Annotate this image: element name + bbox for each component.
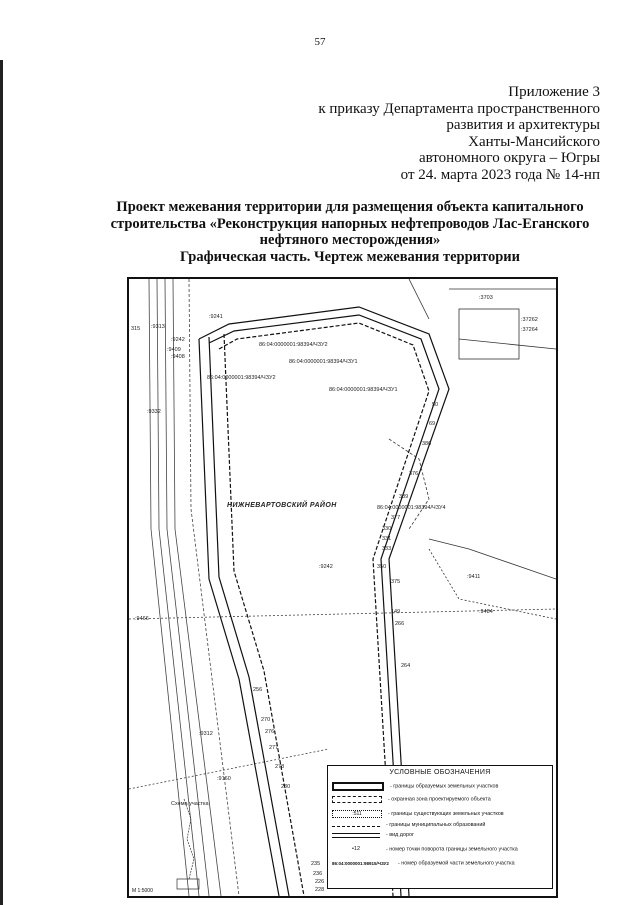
appendix-line: автономного округа – Югры xyxy=(418,150,600,166)
appendix-line: от 24. марта 2023 года № 14-нп xyxy=(400,166,600,183)
point-label: 331 xyxy=(382,536,392,542)
appendix-line: Ханты-Мансийского xyxy=(468,133,600,150)
parcel-boundary-symbol xyxy=(332,782,384,791)
legend-item: :511 - границы существующих земельных участков xyxy=(332,810,504,818)
map-frame xyxy=(127,277,558,898)
block-label: :9241 xyxy=(209,314,223,320)
block-label: :9160 xyxy=(217,776,231,782)
document-title xyxy=(60,199,640,265)
parcel-part-number-symbol: 86:04:0000001:98915/ЧЗУ2 xyxy=(332,861,389,866)
point-label: 149 xyxy=(391,609,401,615)
point-label: 264 xyxy=(401,663,411,669)
point-label: 386 xyxy=(422,441,432,447)
point-label: 276 xyxy=(265,729,275,735)
point-label: 266 xyxy=(395,621,405,627)
legend-title: УСЛОВНЫЕ ОБОЗНАЧЕНИЯ xyxy=(389,769,491,776)
point-label: 270 xyxy=(261,717,271,723)
block-label: :9242 xyxy=(171,337,185,343)
point-label: 50 xyxy=(432,402,439,408)
title-line: нефтяного месторождения» xyxy=(259,232,441,248)
point-label: 280 xyxy=(281,784,291,790)
point-label: 377 xyxy=(391,515,401,521)
title-line: Графическая часть. Чертеж межевания территории xyxy=(180,248,520,265)
block-label: :37264 xyxy=(521,327,538,333)
parcel-label: 86:04:0000001:98394/ЧЗУ1 xyxy=(329,387,398,393)
page-number: 57 xyxy=(314,36,326,48)
block-label: :9332 xyxy=(147,409,161,415)
district-label: НИЖНЕВАРТОВСКИЙ РАЙОН xyxy=(227,502,337,509)
block-label: :9411 xyxy=(467,574,481,580)
parcel-label: 86:04:0000001:98394/ЧЗУ2 xyxy=(207,375,276,381)
title-line: строительства «Реконструкция напорных нефтепроводов Лас-Еганского xyxy=(110,215,590,232)
appendix-line: Приложение 3 xyxy=(508,84,600,100)
point-label: 278 xyxy=(275,764,285,770)
parcel-label: 86:04:0000001:98394/ЧЗУ4 xyxy=(377,505,446,511)
point-label: 236 xyxy=(313,871,323,877)
appendix-line: развития и архитектуры xyxy=(446,117,600,133)
point-label: 226 xyxy=(315,879,325,885)
parcel-label: 86:04:0000001:98394/ЧЗУ2 xyxy=(259,342,328,348)
legend-item: •12 - номер точки поворота границы земельного участка xyxy=(332,846,518,853)
legend-item: 86:04:0000001:98915/ЧЗУ2 - номер образуемой части земельного участка xyxy=(332,860,515,867)
block-label: :9409 xyxy=(167,347,181,353)
legend-item: - вид дорог xyxy=(332,832,414,838)
map-legend xyxy=(327,765,553,889)
point-label: 69 xyxy=(429,421,436,427)
point-label: 256 xyxy=(253,687,263,693)
point-label: 333 xyxy=(382,546,392,552)
turn-point-symbol: •12 xyxy=(351,846,361,852)
block-label: :9466 xyxy=(135,616,149,622)
protection-zone-symbol xyxy=(332,796,382,803)
parcel-label: 86:04:0000001:98394/ЧЗУ1 xyxy=(289,359,358,365)
inset-label: Схема участка xyxy=(171,801,209,807)
block-label: 315 xyxy=(131,326,141,332)
scale-label: M 1:5000 xyxy=(132,888,153,894)
appendix-line: к приказу Департамента пространственного xyxy=(318,100,600,117)
left-scan-edge xyxy=(0,60,3,905)
block-label: :37262 xyxy=(521,317,538,323)
existing-parcel-symbol: :511 xyxy=(332,810,382,818)
road-symbol xyxy=(332,833,380,838)
block-label: :9484 xyxy=(479,609,493,615)
point-label: 228 xyxy=(315,887,325,893)
title-line: Проект межевания территории для размещения объекта капитального xyxy=(116,199,584,215)
block-label: :9242 xyxy=(319,564,333,570)
point-label: 350 xyxy=(377,564,387,570)
legend-item: - границы образуемых земельных участков xyxy=(332,782,498,791)
point-label: 330 xyxy=(382,526,392,532)
block-label: :9313 xyxy=(151,324,165,330)
municipal-boundary-symbol xyxy=(332,826,380,827)
point-label: 376 xyxy=(409,471,419,477)
block-label: :9312 xyxy=(199,731,213,737)
point-label: 277 xyxy=(269,745,279,751)
block-label: :9408 xyxy=(171,354,185,360)
legend-item: - охранная зона проектируемого объекта xyxy=(332,796,491,803)
legend-item: - границы муниципальных образований xyxy=(332,822,485,828)
point-label: 235 xyxy=(311,861,321,867)
appendix-header xyxy=(260,84,600,183)
block-label: :3703 xyxy=(479,295,493,301)
point-label: 375 xyxy=(391,579,401,585)
point-label: 389 xyxy=(399,494,409,500)
